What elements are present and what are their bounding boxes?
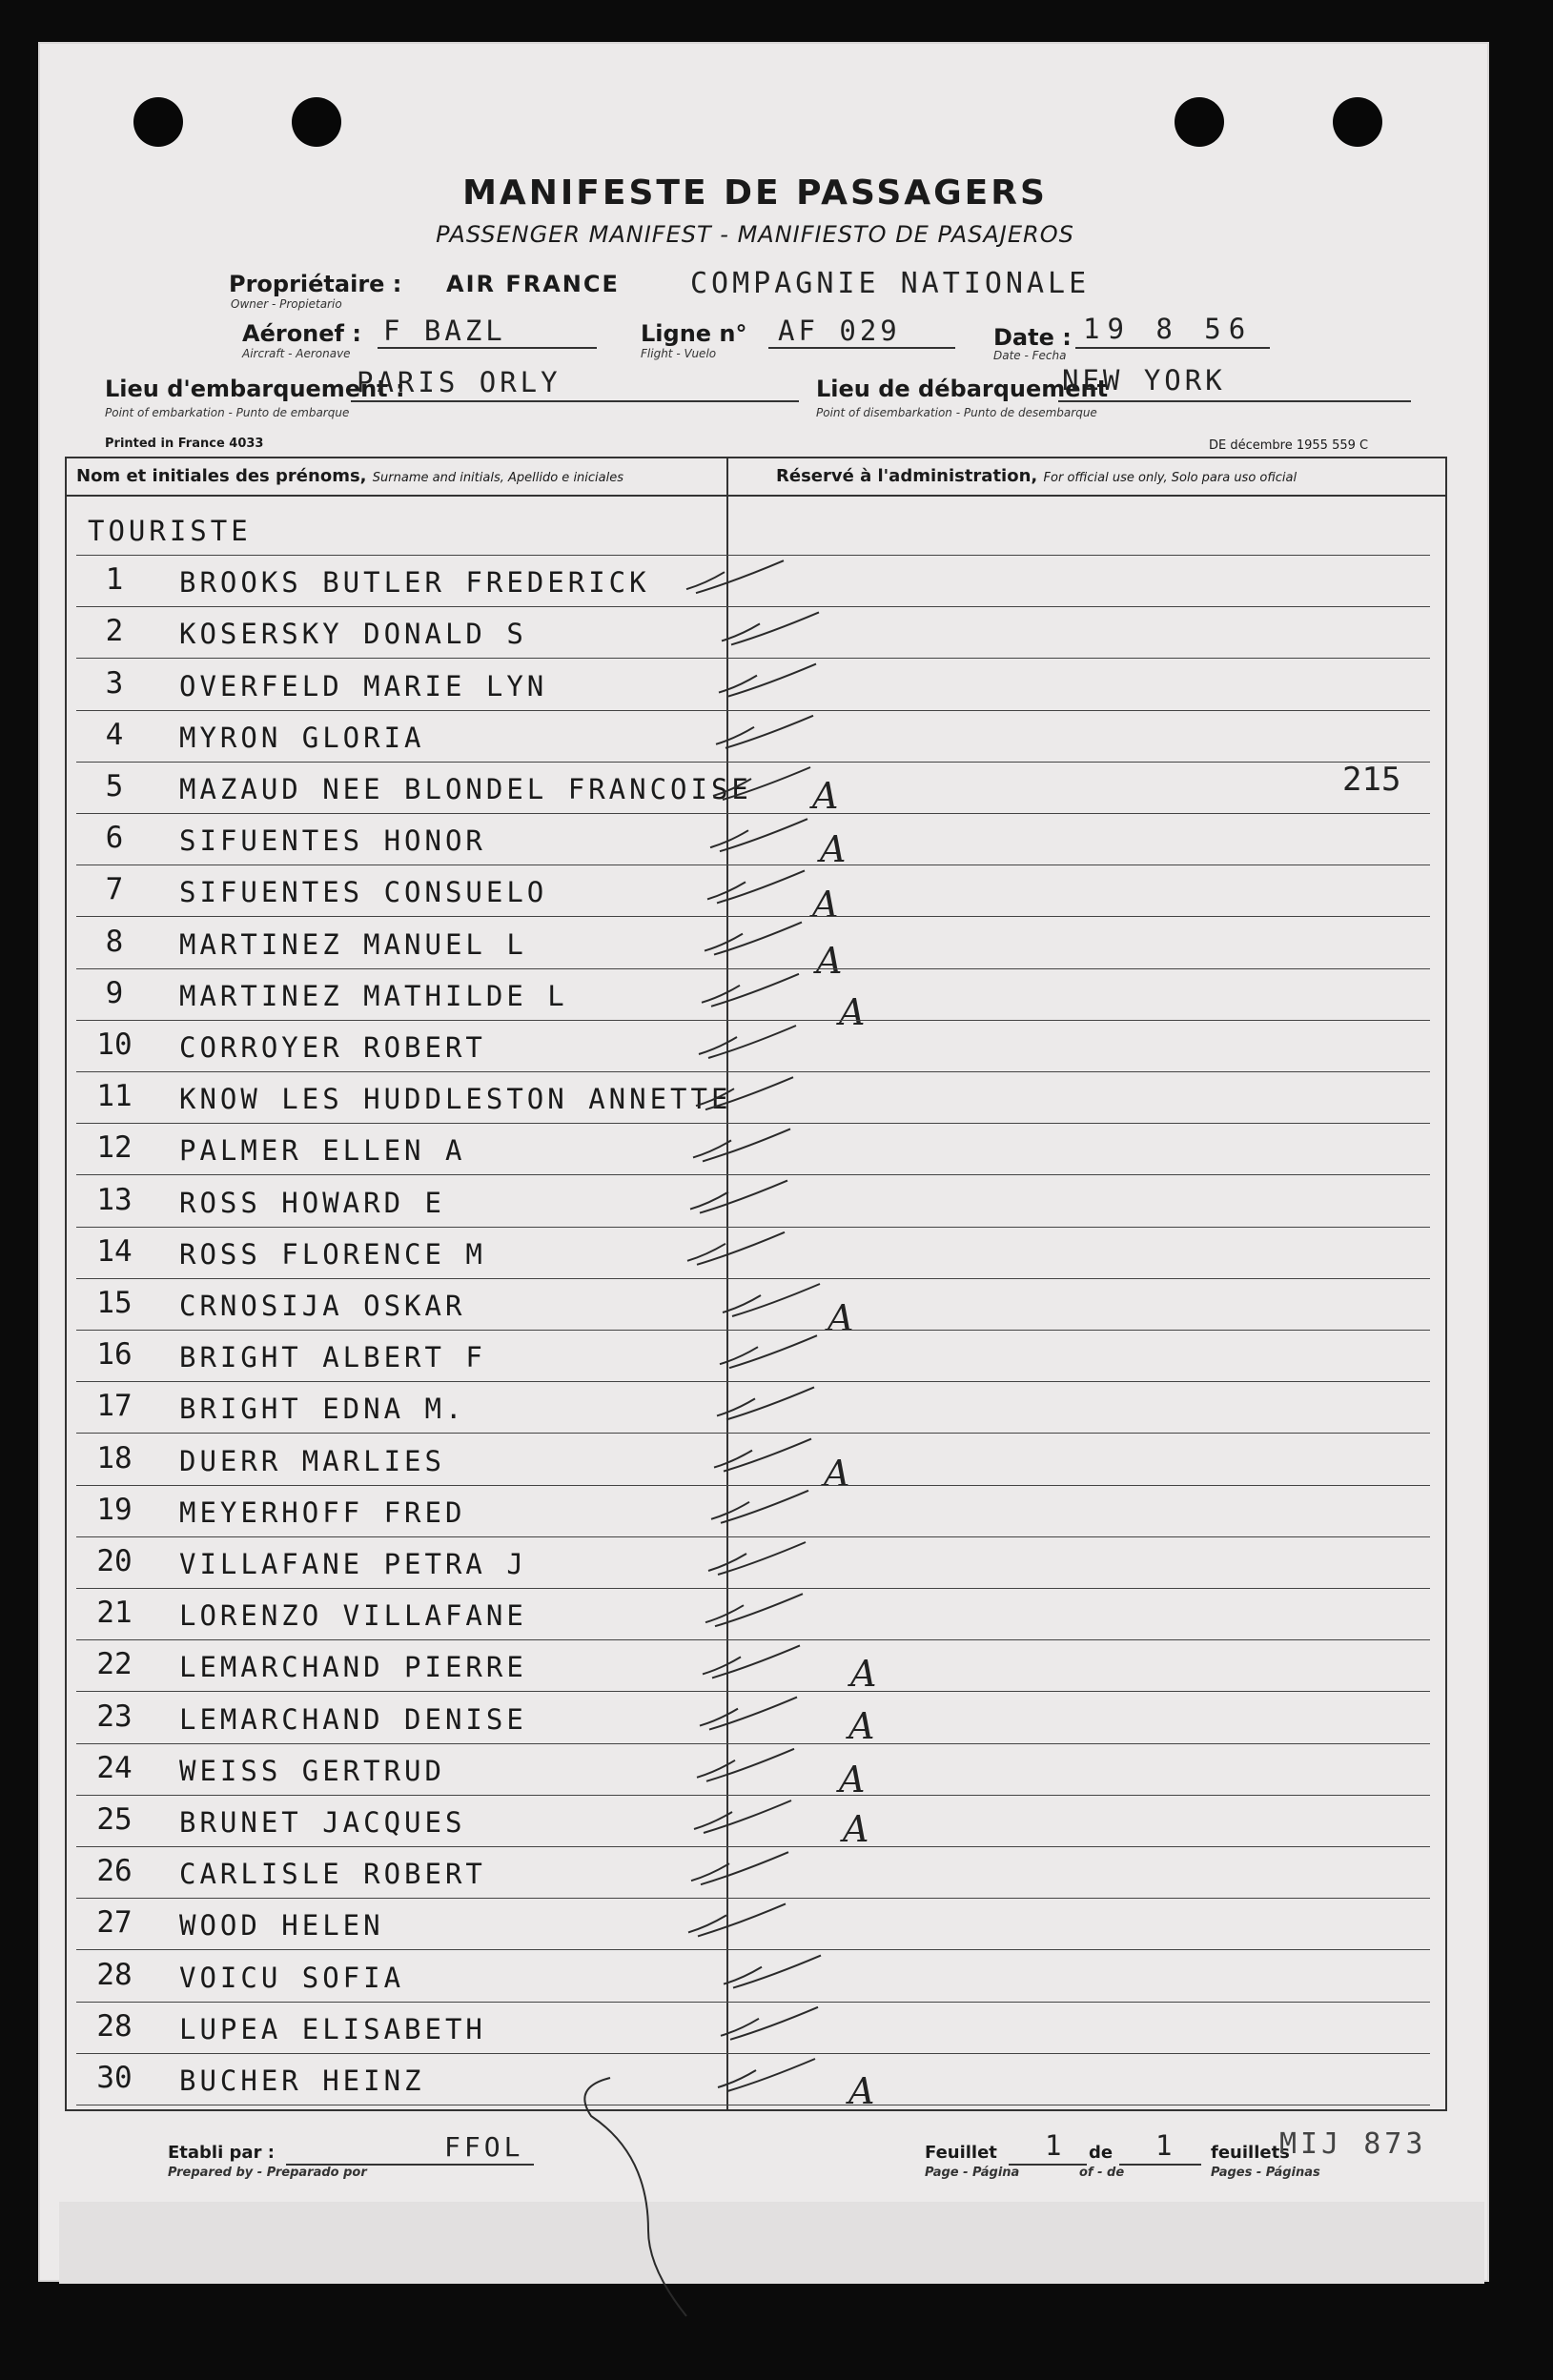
disembark-sub: Point of disembarkation - Punto de desembarque	[816, 406, 1097, 419]
passenger-name: CORROYER ROBERT	[179, 1031, 486, 1064]
row-number: 30	[96, 2061, 133, 2095]
passenger-name: BRIGHT ALBERT F	[179, 1341, 486, 1374]
row-number: 13	[96, 1182, 133, 1217]
row-number: 24	[96, 1750, 133, 1785]
pages-label: feuillets	[1211, 2143, 1290, 2163]
row-number: 16	[96, 1337, 133, 1373]
admin-mark: A	[850, 1653, 877, 1696]
admin-mark: A	[828, 1297, 854, 1339]
page-value: 1	[1045, 2129, 1066, 2162]
row-number: 14	[96, 1233, 133, 1269]
of-underline	[1119, 2164, 1201, 2166]
prepared-label: Etabli par :	[168, 2143, 275, 2163]
check-mark-icon	[688, 1903, 786, 1936]
check-mark-icon	[723, 1284, 820, 1316]
passenger-name: SIFUENTES CONSUELO	[179, 876, 548, 909]
passenger-name: LEMARCHAND DENISE	[179, 1702, 527, 1736]
row-number: 18	[96, 1440, 133, 1475]
prepared-value: FFOL	[444, 2131, 524, 2163]
row-number: 26	[96, 1854, 133, 1889]
row-number: 25	[96, 1802, 133, 1837]
page-underline	[1009, 2164, 1087, 2166]
flight-sub: Flight - Vuelo	[641, 347, 717, 360]
passenger-name: MEYERHOFF FRED	[179, 1495, 466, 1529]
flight-label: Ligne n°	[641, 320, 747, 347]
row-number: 12	[96, 1130, 133, 1166]
row-number: 27	[96, 1905, 133, 1941]
passenger-name: OVERFELD MARIE LYN	[179, 669, 548, 702]
row-number: 8	[105, 924, 124, 959]
date-sub: Date - Fecha	[993, 349, 1067, 362]
row-number: 15	[96, 1286, 133, 1320]
row-number: 1	[105, 562, 124, 598]
passenger-name: MYRON GLORIA	[179, 721, 425, 754]
passenger-name: LEMARCHAND PIERRE	[179, 1651, 527, 1684]
passenger-name: KNOW LES HUDDLESTON ANNETTE	[179, 1083, 732, 1116]
col-admin-header-sub: For official use only, Solo para uso oficial	[1043, 471, 1298, 485]
section-touriste: TOURISTE	[88, 515, 252, 547]
admin-mark: A	[839, 990, 866, 1033]
aircraft-sub: Aircraft - Aeronave	[242, 347, 351, 360]
row-number: 10	[96, 1027, 133, 1062]
row-number: 5	[105, 769, 124, 804]
prepared-sub: Prepared by - Preparado por	[168, 2166, 367, 2180]
check-mark-icon	[687, 1232, 785, 1265]
passenger-name: WEISS GERTRUD	[179, 1754, 445, 1787]
document-subtitle: PASSENGER MANIFEST - MANIFIESTO DE PASAJEROS	[436, 221, 1074, 248]
aircraft-label: Aéronef :	[242, 320, 361, 347]
of-sub: of - de	[1079, 2166, 1125, 2180]
printed-note: Printed in France 4033	[105, 437, 264, 451]
check-mark-icon	[717, 1387, 814, 1419]
disembark-value: NEW YORK	[1062, 364, 1226, 397]
passenger-name: MARTINEZ MATHILDE L	[179, 979, 568, 1012]
date-value: 19 8 56	[1083, 313, 1254, 345]
admin-mark: A	[816, 939, 843, 982]
passenger-name: VOICU SOFIA	[179, 1961, 405, 1994]
check-mark-icon	[686, 560, 784, 593]
disembark-label: Lieu de débarquement	[816, 376, 1109, 402]
check-mark-icon	[690, 1181, 787, 1213]
passenger-name: BRUNET JACQUES	[179, 1806, 466, 1839]
check-mark-icon	[699, 1026, 796, 1058]
check-mark-icon	[705, 1594, 803, 1626]
check-mark-icon	[719, 664, 816, 697]
check-mark-icon	[720, 1335, 817, 1368]
page-label: Feuillet	[925, 2143, 997, 2163]
check-mark-icon	[693, 1129, 790, 1161]
pen-squiggle-icon	[584, 2078, 686, 2316]
pages-sub: Pages - Páginas	[1211, 2166, 1320, 2180]
check-mark-icon	[700, 1698, 797, 1730]
check-mark-icon	[708, 1542, 806, 1575]
side-note: 215	[1342, 761, 1401, 799]
row-number: 2	[105, 614, 124, 649]
check-mark-icon	[716, 716, 813, 748]
of-value: 1	[1155, 2129, 1176, 2162]
row-number: 17	[96, 1389, 133, 1424]
row-number: 7	[105, 872, 124, 907]
passenger-name: ROSS FLORENCE M	[179, 1237, 486, 1271]
admin-mark: A	[812, 884, 839, 926]
passenger-name: ROSS HOWARD E	[179, 1186, 445, 1219]
check-mark-icon	[703, 1645, 800, 1678]
col-names-header-label: Nom et initiales des prénoms,	[76, 466, 367, 486]
check-mark-icon	[697, 1749, 794, 1781]
date-label: Date :	[993, 324, 1072, 351]
passenger-name: BUCHER HEINZ	[179, 2065, 425, 2097]
check-mark-icon	[691, 1852, 788, 1884]
check-mark-icon	[705, 923, 802, 955]
row-number: 19	[96, 1492, 133, 1527]
check-mark-icon	[722, 612, 819, 644]
embark-sub: Point of embarkation - Punto de embarque	[105, 406, 350, 419]
admin-mark: A	[839, 1758, 866, 1800]
passenger-name: MARTINEZ MANUEL L	[179, 927, 527, 961]
passenger-name: MAZAUD NEE BLONDEL FRANCOISE	[179, 773, 752, 805]
check-mark-icon	[710, 819, 807, 851]
passenger-name: PALMER ELLEN A	[179, 1134, 466, 1168]
embark-value: PARIS ORLY	[357, 366, 562, 398]
embark-label: Lieu d'embarquement :	[105, 376, 405, 402]
passenger-name: SIFUENTES HONOR	[179, 824, 486, 858]
col-admin-header-label: Réservé à l'administration,	[776, 466, 1038, 486]
check-mark-icon	[702, 974, 799, 1007]
check-mark-icon	[713, 767, 810, 800]
row-number: 21	[96, 1596, 133, 1631]
form-code: DE décembre 1955 559 C	[1209, 438, 1369, 453]
admin-mark: A	[824, 1452, 850, 1495]
passenger-name: WOOD HELEN	[179, 1909, 384, 1943]
passenger-name: CARLISLE ROBERT	[179, 1858, 486, 1891]
admin-mark: A	[848, 2070, 875, 2112]
passenger-name: LUPEA ELISABETH	[179, 2012, 486, 2045]
owner-label: Propriétaire :	[229, 271, 402, 297]
row-number: 28	[96, 1957, 133, 1992]
document-title: MANIFESTE DE PASSAGERS	[462, 173, 1048, 213]
stamp: MIJ 873	[1279, 2127, 1427, 2161]
admin-mark: A	[848, 1704, 875, 1747]
check-mark-icon	[711, 1491, 808, 1523]
row-number: 6	[105, 821, 124, 856]
passenger-name: BRIGHT EDNA M.	[179, 1393, 466, 1426]
owner-value: AIR FRANCE	[446, 271, 620, 297]
passenger-name: KOSERSKY DONALD S	[179, 618, 527, 651]
row-number: 28	[96, 2008, 133, 2044]
passenger-name: VILLAFANE PETRA J	[179, 1548, 527, 1580]
check-mark-icon	[694, 1800, 791, 1833]
passenger-name: DUERR MARLIES	[179, 1444, 445, 1477]
check-mark-icon	[714, 1439, 811, 1472]
aircraft-value: F BAZL	[383, 315, 506, 347]
row-number: 11	[96, 1079, 133, 1114]
of-label: de	[1089, 2143, 1114, 2163]
row-number: 4	[105, 717, 124, 752]
check-mark-icon	[707, 870, 805, 903]
passenger-name: BROOKS BUTLER FREDERICK	[179, 566, 650, 600]
row-number: 9	[105, 975, 124, 1010]
admin-mark: A	[820, 828, 847, 871]
check-mark-icon	[718, 2059, 815, 2091]
row-number: 23	[96, 1699, 133, 1734]
row-number: 3	[105, 665, 124, 701]
owner-sub: Owner - Propietario	[231, 297, 342, 311]
flight-value: AF 029	[778, 315, 901, 347]
admin-mark: A	[843, 1808, 869, 1850]
admin-mark: A	[812, 775, 839, 817]
passenger-name: CRNOSIJA OSKAR	[179, 1290, 466, 1322]
row-number: 22	[96, 1647, 133, 1682]
row-number: 20	[96, 1544, 133, 1578]
check-mark-icon	[721, 2007, 818, 2040]
company-name: COMPAGNIE NATIONALE	[690, 267, 1091, 300]
passenger-name: LORENZO VILLAFANE	[179, 1599, 527, 1633]
check-mark-icon	[696, 1077, 793, 1109]
page-sub: Page - Página	[925, 2166, 1020, 2180]
check-mark-icon	[724, 1956, 821, 1988]
col-names-header-sub: Surname and initials, Apellido e iniciales	[372, 471, 624, 485]
